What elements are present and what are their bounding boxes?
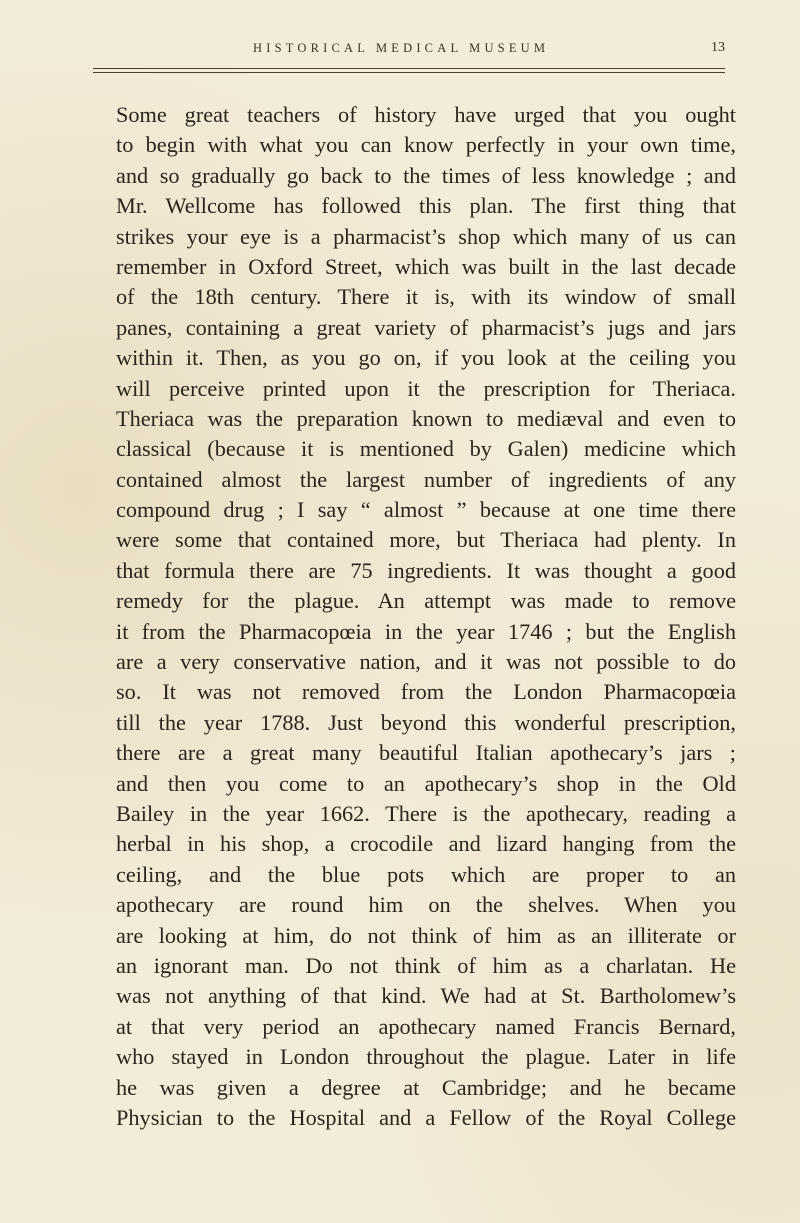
text-line: are looking at him, do not think of him as an illiterate or [116,922,736,948]
text-line: Some great teachers of history have urged that you ought [116,102,736,127]
text-line: herbal in his shop, a crocodile and lizard hanging from the [116,831,736,857]
text-line: there are a great many beautiful Italian apothecary’s jars ; [116,740,736,766]
text-line: that formula there are 75 ingredients. It was thought a good [116,557,736,583]
body-paragraph [116,100,736,1133]
text-line: panes, containing a great variety of pharmacist’s jugs and jars [116,314,736,340]
text-line: Mr. Wellcome has followed this plan. The first thing that [116,193,736,219]
text-line: of the 18th century. There it is, with its window of small [116,284,736,310]
text-line: an ignorant man. Do not think of him as a charlatan. He [116,952,736,978]
text-line: will perceive printed upon it the prescription for Theriaca. [116,375,736,401]
text-line: he was given a degree at Cambridge; and he became [116,1074,736,1100]
text-line: classical (because it is mentioned by Galen) medicine which [116,436,736,462]
text-line: till the year 1788. Just beyond this wonderful prescription, [116,709,736,735]
text-line: Theriaca was the preparation known to mediæval and even to [116,405,736,431]
text-line: contained almost the largest number of ingredients of any [116,466,736,492]
text-line: were some that contained more, but Theriaca had plenty. In [116,527,736,553]
header-rule-top [93,68,725,69]
page-number: 13 [711,40,725,55]
text-line: strikes your eye is a pharmacist’s shop which many of us can [116,223,736,249]
text-line: are a very conservative nation, and it was not possible to do [116,649,736,675]
text-line: within it. Then, as you go on, if you look at the ceiling you [116,345,736,371]
text-line: apothecary are round him on the shelves. When you [116,892,736,918]
text-line: so. It was not removed from the London Pharmacopœia [116,679,736,705]
text-line: remedy for the plague. An attempt was made to remove [116,588,736,614]
text-line: and then you come to an apothecary’s shop in the Old [116,770,736,796]
running-title: HISTORICAL MEDICAL MUSEUM [253,41,550,55]
text-line: compound drug ; I say “ almost ” because at one time there [116,497,736,523]
text-line: was not anything of that kind. We had at St. Bartholomew’s [116,983,736,1009]
header-rule-bottom [93,72,725,73]
text-line: it from the Pharmacopœia in the year 1746 ; but the English [116,618,736,644]
text-line: remember in Oxford Street, which was built in the last decade [116,253,736,279]
running-head [93,37,725,65]
text-line: Bailey in the year 1662. There is the apothecary, reading a [116,800,736,826]
text-line: to begin with what you can know perfectly in your own time, [116,132,736,158]
text-line: who stayed in London throughout the plague. Later in life [116,1044,736,1070]
text-line: and so gradually go back to the times of less knowledge ; and [116,162,736,188]
text-line: at that very period an apothecary named Francis Bernard, [116,1013,736,1039]
text-line: Physician to the Hospital and a Fellow of the Royal College [116,1104,736,1130]
text-line: ceiling, and the blue pots which are proper to an [116,861,736,887]
